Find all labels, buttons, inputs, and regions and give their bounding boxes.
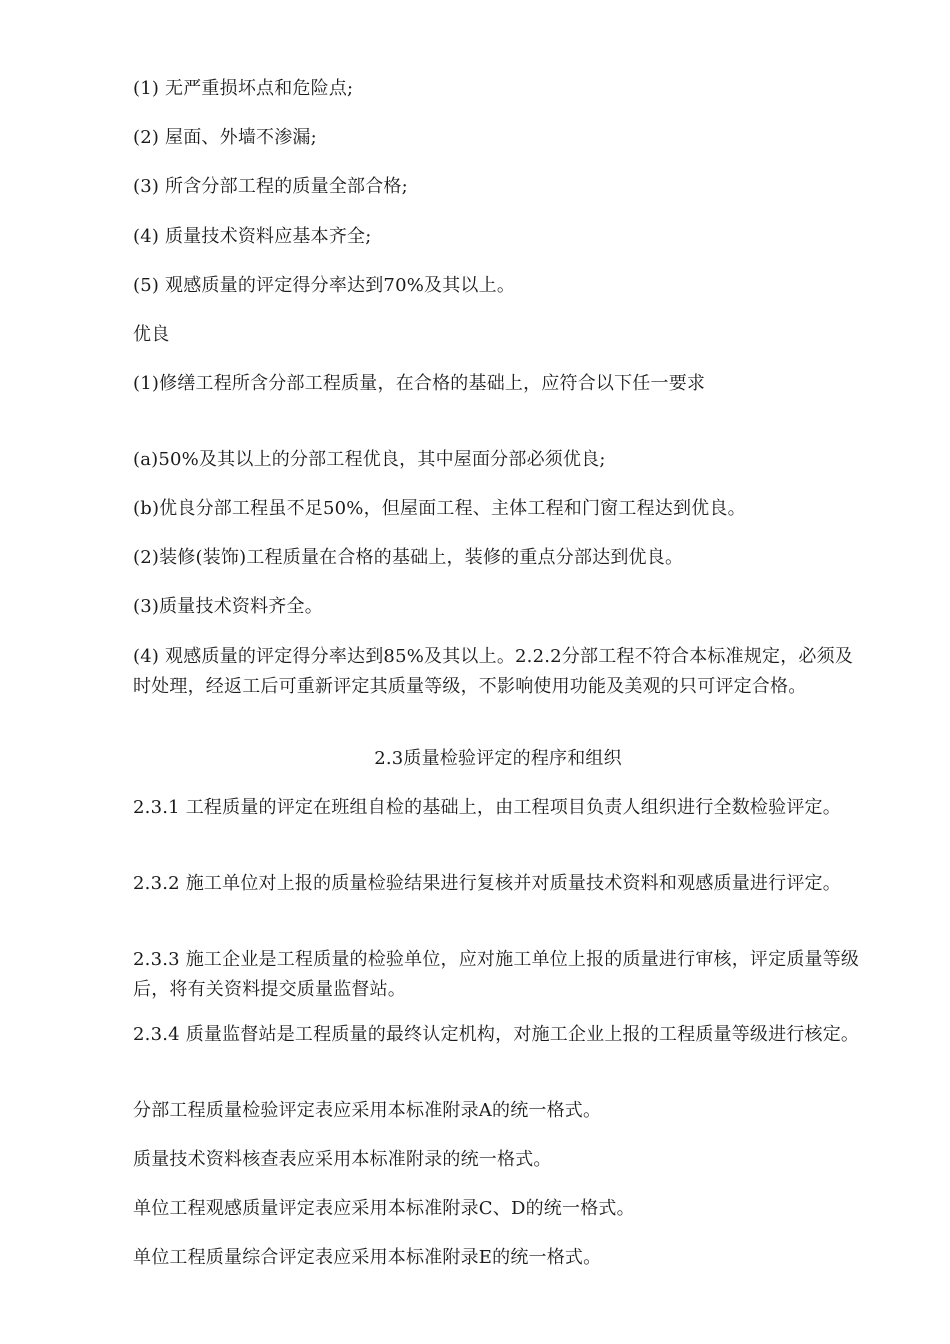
paragraph-2-3-4: 2.3.4 质量监督站是工程质量的最终认定机构，对施工企业上报的工程质量等级进行核定。 — [133, 1024, 860, 1045]
paragraph-appendix-cd: 单位工程观感质量评定表应采用本标准附录C、D的统一格式。 — [133, 1198, 635, 1219]
paragraph-qualified-3: (3) 所含分部工程的质量全部合格; — [133, 176, 408, 197]
paragraph-2-3-3: 2.3.3 施工企业是工程质量的检验单位，应对施工单位上报的质量进行审核，评定质量等级后，将有关资料提交质量监督站。 — [133, 949, 860, 1000]
paragraph-excellent-3: (3)质量技术资料齐全。 — [133, 596, 323, 617]
paragraph-qualified-1: (1) 无严重损坏点和危险点; — [133, 78, 354, 99]
paragraph-appendix-b: 质量技术资料核查表应采用本标准附录的统一格式。 — [133, 1149, 552, 1170]
paragraph-qualified-5: (5) 观感质量的评定得分率达到70%及其以上。 — [133, 275, 516, 296]
section-heading-2-3: 2.3质量检验评定的程序和组织 — [374, 748, 622, 769]
paragraph-2-3-2: 2.3.2 施工单位对上报的质量检验结果进行复核并对质量技术资料和观感质量进行评定。 — [133, 873, 841, 894]
heading-excellent: 优良 — [133, 324, 170, 345]
paragraph-excellent-1b: (b)优良分部工程虽不足50%，但屋面工程、主体工程和门窗工程达到优良。 — [133, 498, 746, 519]
paragraph-excellent-1a: (a)50%及其以上的分部工程优良，其中屋面分部必须优良; — [133, 449, 606, 470]
paragraph-excellent-1: (1)修缮工程所含分部工程质量，在合格的基础上，应符合以下任一要求 — [133, 373, 706, 394]
paragraph-appendix-a: 分部工程质量检验评定表应采用本标准附录A的统一格式。 — [133, 1100, 602, 1121]
paragraph-2-3-1: 2.3.1 工程质量的评定在班组自检的基础上，由工程项目负责人组织进行全数检验评定。 — [133, 797, 841, 818]
paragraph-appendix-e: 单位工程质量综合评定表应采用本标准附录E的统一格式。 — [133, 1247, 602, 1268]
paragraph-excellent-4: (4) 观感质量的评定得分率达到85%及其以上。2.2.2分部工程不符合本标准规定，必须及时处理，经返工后可重新评定其质量等级，不影响使用功能及美观的只可评定合格。 — [133, 646, 854, 697]
paragraph-qualified-2: (2) 屋面、外墙不渗漏; — [133, 127, 317, 148]
paragraph-excellent-2: (2)装修(装饰)工程质量在合格的基础上，装修的重点分部达到优良。 — [133, 547, 684, 568]
paragraph-qualified-4: (4) 质量技术资料应基本齐全; — [133, 226, 372, 247]
